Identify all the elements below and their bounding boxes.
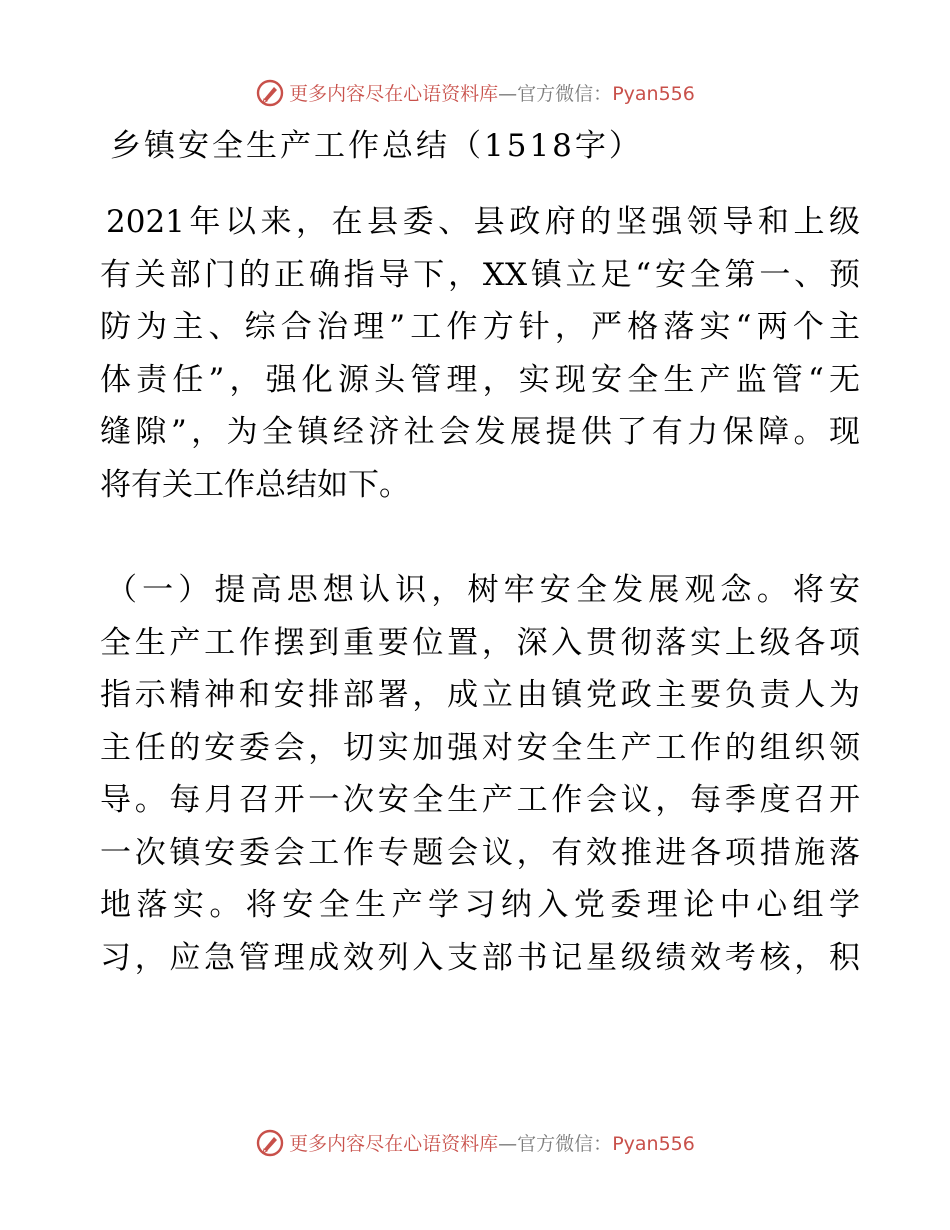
text-line: 主任的安委会，切实加强对安全生产工作的组织领 — [100, 729, 860, 766]
paragraph-intro — [100, 196, 860, 511]
watermark-site-text: 更多内容尽在心语资料库 — [289, 1133, 499, 1155]
text-line: 缝隙”，为全镇经济社会发展提供了有力保障。现 — [100, 414, 860, 450]
text-line: 将有关工作总结如下。 — [100, 466, 410, 503]
text-line: （一）提高思想认识，树牢安全发展观念。将安 — [106, 572, 860, 608]
text-line: 指示精神和安排部署，成立由镇党政主要负责人为 — [100, 677, 860, 713]
text-line: 一次镇安委会工作专题会议，有效推进各项措施落 — [100, 834, 860, 871]
document-title: 乡镇安全生产工作总结（1518字） — [110, 128, 643, 164]
text-line: 习，应急管理成效列入支部书记星级绩效考核，积 — [100, 939, 860, 976]
text-line: 防为主、综合治理”工作方针，严格落实“两个主 — [100, 309, 860, 345]
text-line: 地落实。将安全生产学习纳入党委理论中心组学 — [100, 887, 860, 923]
watermark-site-text: 更多内容尽在心语资料库 — [289, 83, 499, 105]
text-line: 体责任”，强化源头管理，实现安全生产监管“无 — [100, 361, 860, 398]
paragraph-section-one — [100, 564, 860, 984]
watermark-wechat-label: —官方微信： — [498, 1133, 613, 1155]
watermark-wechat-label: —官方微信： — [498, 83, 613, 105]
pen-circle-icon — [255, 1128, 285, 1158]
watermark-wechat-id: Pyan556 — [612, 83, 695, 105]
watermark-wechat-id: Pyan556 — [612, 1133, 695, 1155]
header-watermark — [0, 78, 950, 108]
footer-watermark — [0, 1128, 950, 1158]
text-line: 有关部门的正确指导下，XX镇立足“安全第一、预 — [100, 256, 860, 293]
pen-circle-icon — [255, 78, 285, 108]
text-line: 2021年以来，在县委、县政府的坚强领导和上级 — [106, 204, 860, 240]
text-line: 导。每月召开一次安全生产工作会议，每季度召开 — [100, 782, 860, 818]
text-line: 全生产工作摆到重要位置，深入贯彻落实上级各项 — [100, 624, 860, 661]
